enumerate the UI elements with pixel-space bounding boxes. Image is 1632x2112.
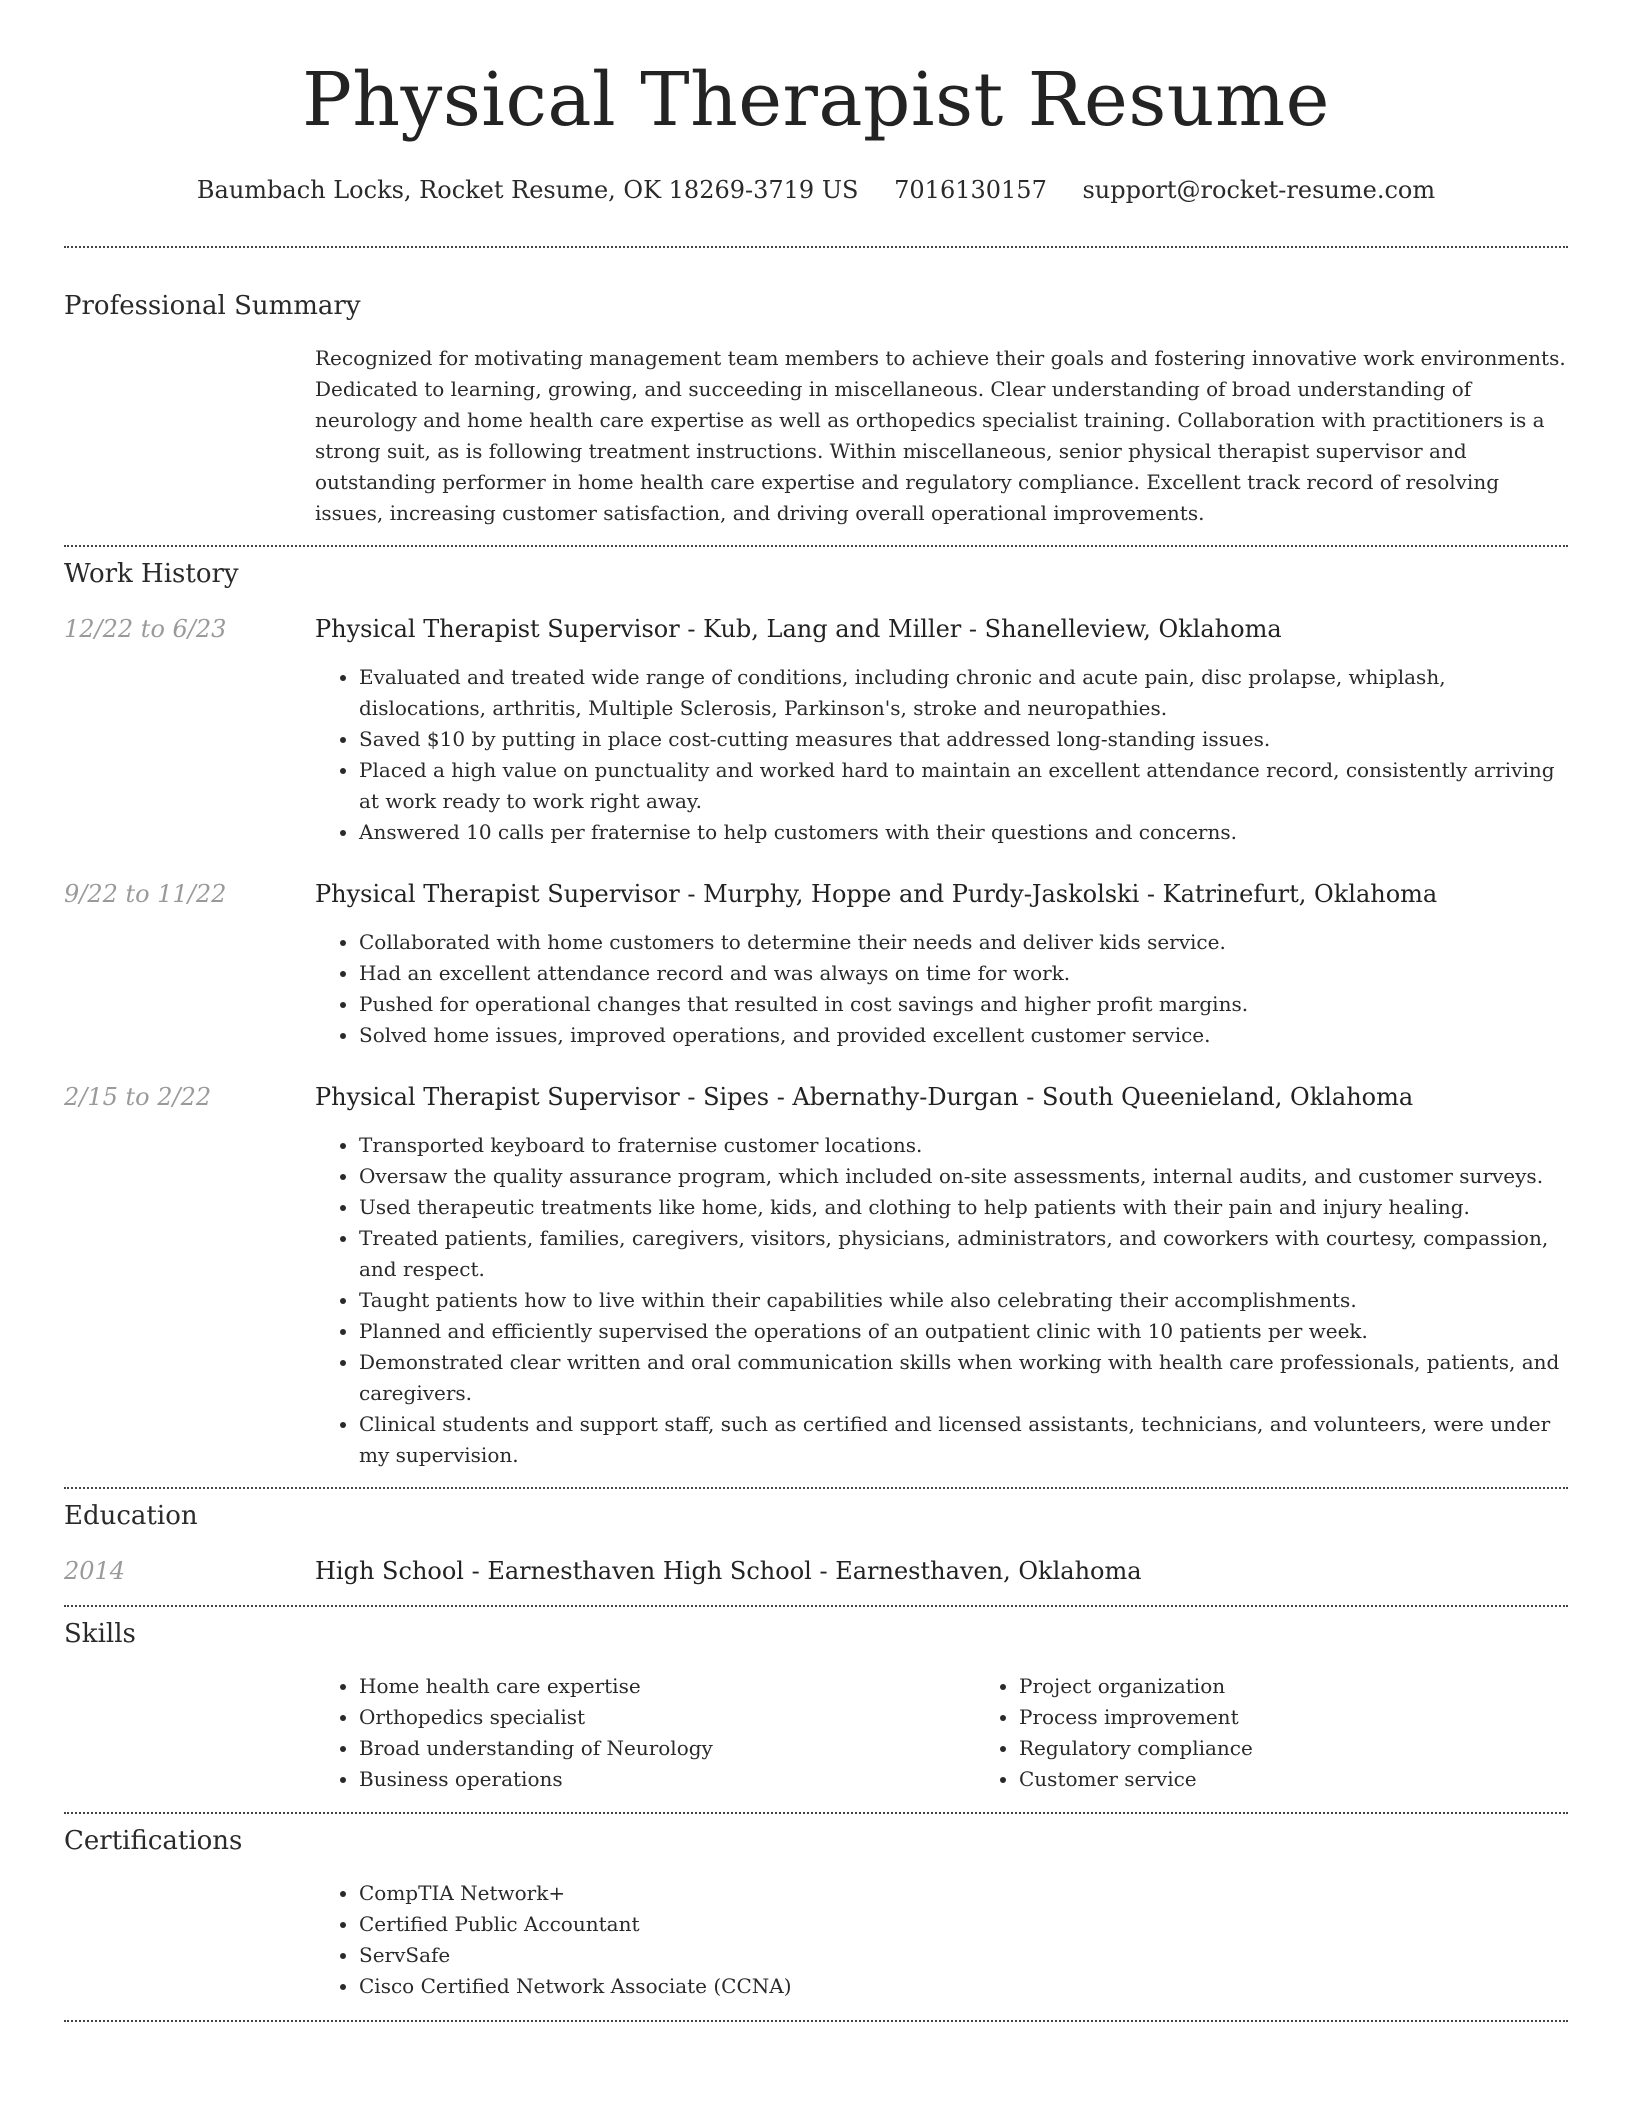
job-title: Physical Therapist Supervisor - Sipes - Abernathy-Durgan - South Queenieland, Oklahoma	[315, 1083, 1414, 1111]
contact-line	[64, 174, 1568, 206]
section-heading-work-history: Work History	[64, 559, 239, 589]
list-item: • Collaborated with home customers to determine their needs and deliver kids service.	[359, 927, 1568, 958]
job-bullets	[315, 927, 1568, 1051]
job-entry	[64, 613, 1568, 848]
job-content	[315, 1081, 1568, 1471]
list-item: • Business operations	[359, 1764, 975, 1795]
certifications-content	[315, 1878, 1568, 2002]
skills-list-right	[975, 1671, 1632, 1795]
list-item: • ServSafe	[359, 1940, 1568, 1971]
job-date: 9/22 to 11/22	[64, 880, 227, 908]
education-entry	[64, 1555, 1568, 1587]
section-heading-summary: Professional Summary	[64, 291, 361, 321]
contact-phone: 7016130157	[894, 176, 1047, 204]
divider	[64, 1487, 1568, 1489]
certifications-row	[64, 1878, 1568, 2002]
job-entry	[64, 878, 1568, 1051]
education-date: 2014	[64, 1557, 126, 1585]
job-title: Physical Therapist Supervisor - Murphy, Hoppe and Purdy-Jaskolski - Katrinefurt, Oklahoma	[315, 880, 1438, 908]
job-bullets	[315, 1130, 1568, 1471]
divider	[64, 246, 1568, 248]
list-item: • Evaluated and treated wide range of conditions, including chronic and acute pain, disc prolapse, whiplash, dislocations, arthritis, Multiple Sclerosis, Parkinson's, stroke and neuropathies.	[359, 662, 1568, 724]
list-item: • Broad understanding of Neurology	[359, 1733, 975, 1764]
list-item: • Process improvement	[1019, 1702, 1632, 1733]
job-content	[315, 878, 1568, 1051]
certifications-list	[315, 1878, 1568, 2002]
list-item: • Answered 10 calls per fraternise to help customers with their questions and concerns.	[359, 817, 1568, 848]
list-item: • Solved home issues, improved operations, and provided excellent customer service.	[359, 1020, 1568, 1051]
list-item: • Certified Public Accountant	[359, 1909, 1568, 1940]
divider	[64, 2020, 1568, 2022]
list-item: • CompTIA Network+	[359, 1878, 1568, 1909]
list-item: • Customer service	[1019, 1764, 1632, 1795]
job-title: Physical Therapist Supervisor - Kub, Lang and Miller - Shanelleview, Oklahoma	[315, 615, 1282, 643]
list-item: • Cisco Certified Network Associate (CCNA)	[359, 1971, 1568, 2002]
list-item: • Home health care expertise	[359, 1671, 975, 1702]
education-title: High School - Earnesthaven High School - Earnesthaven, Oklahoma	[315, 1557, 1142, 1585]
list-item: • Oversaw the quality assurance program, which included on-site assessments, internal audits, and customer surveys.	[359, 1161, 1568, 1192]
list-item: • Saved $10 by putting in place cost-cutting measures that addressed long-standing issues.	[359, 724, 1568, 755]
list-item: • Placed a high value on punctuality and worked hard to maintain an excellent attendance record, consistently arriving at work ready to work right away.	[359, 755, 1568, 817]
list-item: • Clinical students and support staff, such as certified and licensed assistants, technicians, and volunteers, were under my supervision.	[359, 1409, 1568, 1471]
section-heading-certifications: Certifications	[64, 1826, 243, 1856]
contact-address: Baumbach Locks, Rocket Resume, OK 18269-3719 US	[196, 176, 859, 204]
list-item: • Had an excellent attendance record and was always on time for work.	[359, 958, 1568, 989]
divider	[64, 1812, 1568, 1814]
list-item: • Used therapeutic treatments like home, kids, and clothing to help patients with their pain and injury healing.	[359, 1192, 1568, 1223]
list-item: • Transported keyboard to fraternise customer locations.	[359, 1130, 1568, 1161]
job-date: 12/22 to 6/23	[64, 615, 227, 643]
list-item: • Regulatory compliance	[1019, 1733, 1632, 1764]
list-item: • Orthopedics specialist	[359, 1702, 975, 1733]
contact-email: support@rocket-resume.com	[1082, 176, 1436, 204]
resume-title: Physical Therapist Resume	[302, 57, 1330, 143]
job-content	[315, 613, 1568, 848]
divider	[64, 545, 1568, 547]
skills-row	[64, 1671, 1568, 1795]
section-heading-education: Education	[64, 1501, 198, 1531]
list-item: • Planned and efficiently supervised the operations of an outpatient clinic with 10 patients per week.	[359, 1316, 1568, 1347]
list-item: • Demonstrated clear written and oral communication skills when working with health care professionals, patients, and caregivers.	[359, 1347, 1568, 1409]
list-item: • Project organization	[1019, 1671, 1632, 1702]
summary-text: Recognized for motivating management team members to achieve their goals and fostering innovative work environments. Dedicated to learning, growing, and succeeding in miscellaneous. Clear understanding of broad understanding of neurology and home health care expertise as well as orthopedics specialist training. Collaboration with practitioners is a strong suit, as is following treatment instructions. Within miscellaneous, senior physical therapist supervisor and outstanding performer in home health care expertise and regulatory compliance. Excellent track record of resolving issues, increasing customer satisfaction, and driving overall operational improvements.	[315, 346, 1566, 525]
summary-row	[64, 343, 1568, 529]
job-bullets	[315, 662, 1568, 848]
divider	[64, 1605, 1568, 1607]
list-item: • Treated patients, families, caregivers, visitors, physicians, administrators, and coworkers with courtesy, compassion, and respect.	[359, 1223, 1568, 1285]
skills-columns	[315, 1671, 1632, 1795]
job-entry	[64, 1081, 1568, 1471]
list-item: • Pushed for operational changes that resulted in cost savings and higher profit margins.	[359, 989, 1568, 1020]
skills-list-left	[315, 1671, 975, 1795]
job-date: 2/15 to 2/22	[64, 1083, 212, 1111]
section-heading-skills: Skills	[64, 1619, 136, 1649]
list-item: • Taught patients how to live within their capabilities while also celebrating their accomplishments.	[359, 1285, 1568, 1316]
